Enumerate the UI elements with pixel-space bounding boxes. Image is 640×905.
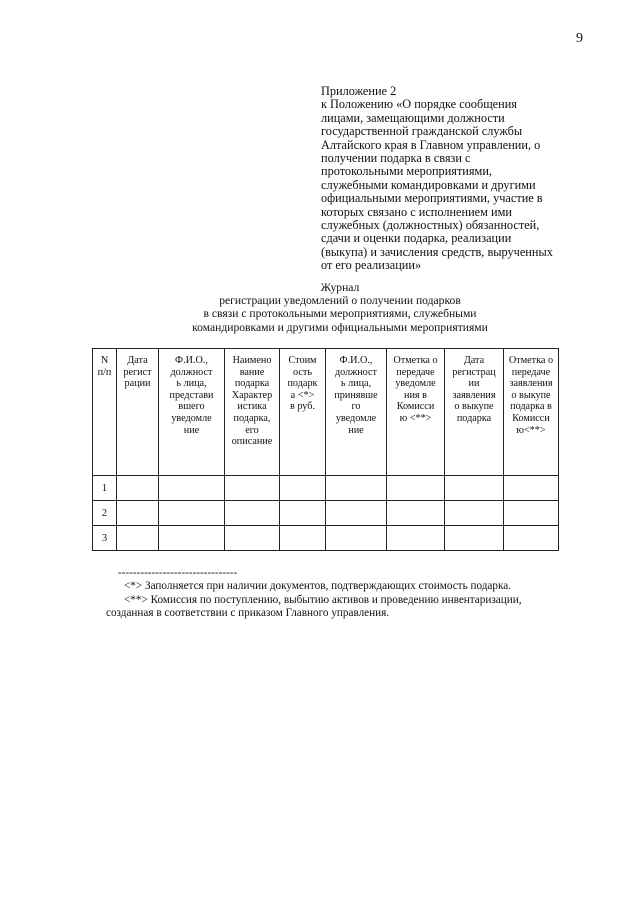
- table-cell: [159, 501, 225, 526]
- appendix-line: лицами, замещающими должности: [321, 110, 505, 125]
- table-cell: 1: [93, 476, 117, 501]
- table-cell: [280, 476, 326, 501]
- table-cell: [445, 526, 504, 551]
- column-header-redemption-transfer: Отметка о передаче заявления о выкупе подарка в Комисси ю<**>: [504, 349, 559, 476]
- table-cell: [326, 476, 387, 501]
- footnote-commission-continued: созданная в соответствии с приказом Главного управления.: [106, 606, 390, 619]
- table-cell: [504, 476, 559, 501]
- appendix-header: [321, 85, 571, 273]
- table-cell: [117, 526, 159, 551]
- table-cell: [225, 476, 280, 501]
- table-cell: [387, 476, 445, 501]
- table-cell: [117, 501, 159, 526]
- table-cell: 3: [93, 526, 117, 551]
- appendix-line: Алтайского края в Главном управлении, о: [321, 137, 541, 152]
- journal-subtitle-line: командировками и другими официальными мероприятиями: [192, 320, 488, 334]
- table-cell: [326, 501, 387, 526]
- table-cell: [225, 526, 280, 551]
- table-header-row: [93, 349, 559, 476]
- table-cell: [387, 526, 445, 551]
- page-number: 9: [576, 31, 583, 46]
- table-cell: [387, 501, 445, 526]
- footnote-cost: <*> Заполняется при наличии документов, подтверждающих стоимость подарка.: [124, 580, 511, 593]
- register-table: [92, 348, 559, 551]
- table-cell: [159, 526, 225, 551]
- table-cell: [504, 501, 559, 526]
- appendix-line: служебных (должностных) обязанностей,: [321, 218, 540, 233]
- table-cell: 2: [93, 501, 117, 526]
- appendix-line: протокольными мероприятиями,: [321, 164, 492, 179]
- column-header-gift-cost: Стоим ость подарк а <*> в руб.: [280, 349, 326, 476]
- table-cell: [326, 526, 387, 551]
- column-header-number: N п/п: [93, 349, 117, 476]
- journal-title: Журнал: [320, 281, 360, 294]
- table-cell: [504, 526, 559, 551]
- appendix-line: от его реализации»: [321, 258, 422, 273]
- journal-subtitle-line: регистрации уведомлений о получении подарков: [219, 294, 461, 308]
- column-header-registration-date: Дата регист рации: [117, 349, 159, 476]
- journal-heading: [120, 281, 560, 334]
- appendix-line: (выкупа) и зачисления средств, вырученных: [321, 244, 553, 259]
- table-cell: [280, 501, 326, 526]
- appendix-line: получении подарка в связи с: [321, 151, 471, 166]
- table-cell: [225, 501, 280, 526]
- footnote-separator: --------------------------------: [118, 567, 238, 579]
- column-header-redemption-date: Дата регистрац ии заявления о выкупе подарка: [445, 349, 504, 476]
- appendix-line: служебными командировками и другими: [321, 177, 536, 192]
- table-row: [93, 526, 559, 551]
- table-cell: [445, 501, 504, 526]
- footnotes: [106, 567, 586, 620]
- column-header-gift-description: Наимено вание подарка Характер истика подарка, его описание: [225, 349, 280, 476]
- column-header-submitter: Ф.И.О., должност ь лица, представи вшего уведомле ние: [159, 349, 225, 476]
- table-cell: [117, 476, 159, 501]
- appendix-line: Приложение 2: [321, 84, 397, 98]
- table-row: [93, 501, 559, 526]
- appendix-line: официальными мероприятиями, участие в: [321, 191, 543, 206]
- table-cell: [159, 476, 225, 501]
- column-header-commission-transfer: Отметка о передаче уведомле ния в Комисси ю <**>: [387, 349, 445, 476]
- appendix-line: которых связано с исполнением ими: [321, 204, 512, 219]
- table-cell: [280, 526, 326, 551]
- footnote-commission: <**> Комиссия по поступлению, выбытию активов и проведению инвентаризации,: [124, 593, 522, 606]
- table-cell: [445, 476, 504, 501]
- appendix-line: сдачи и оценки подарка, реализации: [321, 231, 512, 246]
- table-row: [93, 476, 559, 501]
- appendix-line: государственной гражданской службы: [321, 124, 523, 139]
- journal-subtitle-line: в связи с протокольными мероприятиями, служебными: [203, 307, 477, 321]
- column-header-receiver: Ф.И.О., должност ь лица, принявше го уведомле ние: [326, 349, 387, 476]
- appendix-line: к Положению «О порядке сообщения: [321, 97, 517, 112]
